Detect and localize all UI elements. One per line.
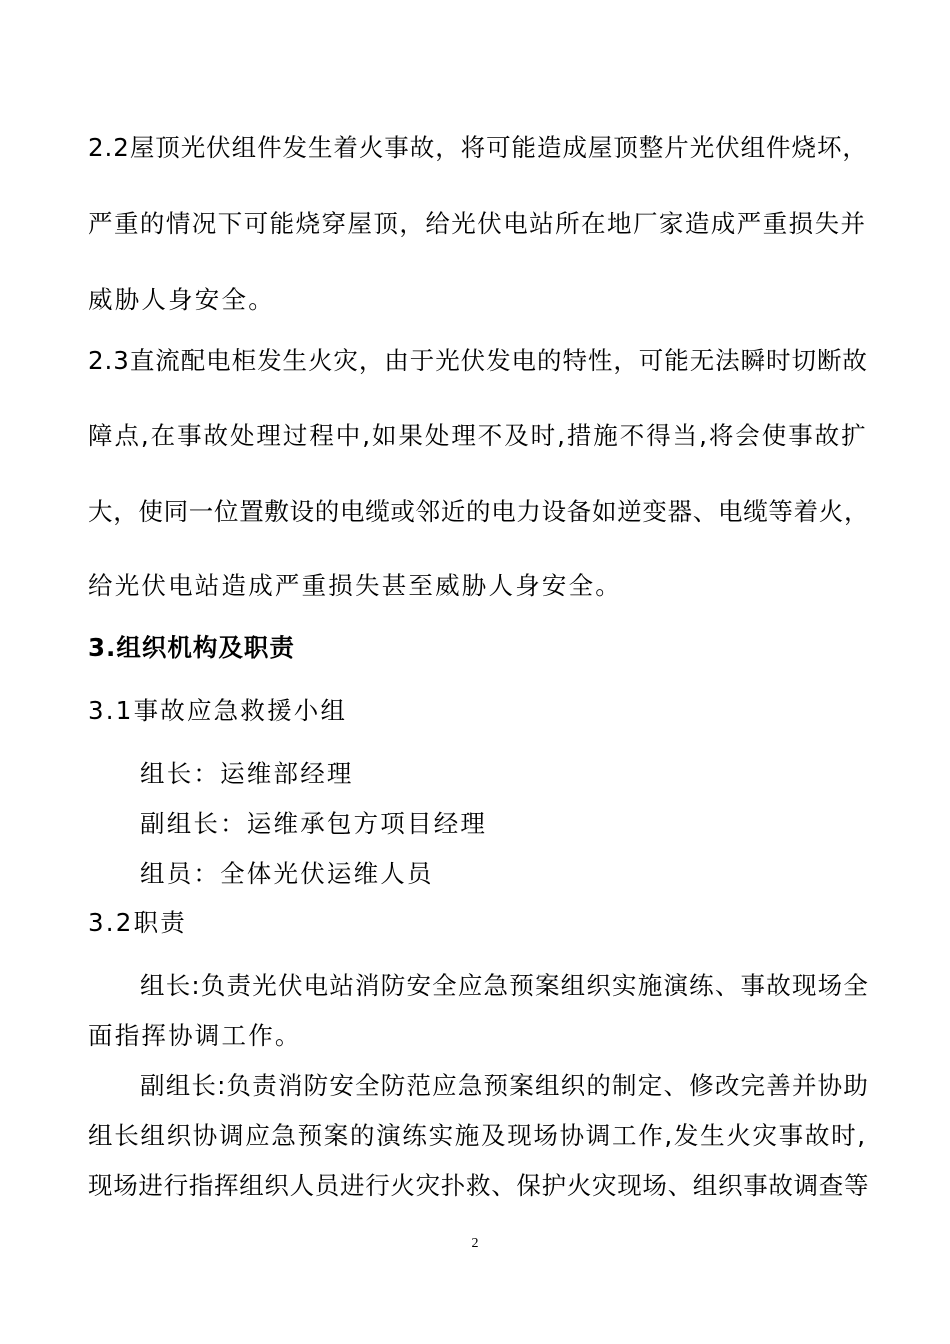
paragraph-line: 副组长:负责消防安全防范应急预案组织的制定、修改完善并协助 <box>140 1071 870 1100</box>
team-member-staff: 组员：全体光伏运维人员 <box>140 859 434 888</box>
paragraph-line: 严重的情况下可能烧穿屋顶，给光伏电站所在地厂家造成严重损失并 <box>88 209 867 238</box>
subsection-heading: 3.1事故应急救援小组 <box>88 696 348 725</box>
paragraph-line: 2.3直流配电柜发生火灾，由于光伏发电的特性，可能无法瞬时切断故 <box>88 346 868 375</box>
paragraph-line: 障点,在事故处理过程中,如果处理不及时,措施不得当,将会使事故扩 <box>88 421 868 450</box>
paragraph-line: 组长:负责光伏电站消防安全应急预案组织实施演练、事故现场全 <box>140 971 870 1000</box>
paragraph-line: 给光伏电站造成严重损失甚至威胁人身安全。 <box>88 571 622 600</box>
section-heading: 3.组织机构及职责 <box>88 633 295 662</box>
paragraph-line: 大，使同一位置敷设的电缆或邻近的电力设备如逆变器、电缆等着火， <box>88 497 870 526</box>
team-member-deputy: 副组长：运维承包方项目经理 <box>140 809 488 838</box>
team-member-leader: 组长：运维部经理 <box>140 759 354 788</box>
paragraph-line: 威胁人身安全。 <box>88 285 275 314</box>
subsection-heading: 3.2职责 <box>88 908 187 937</box>
paragraph-line: 2.2屋顶光伏组件发生着火事故，将可能造成屋顶整片光伏组件烧坏， <box>88 133 868 162</box>
paragraph-line: 组长组织协调应急预案的演练实施及现场协调工作,发生火灾事故时, <box>88 1121 867 1150</box>
paragraph-line: 现场进行指挥组织人员进行火灾扑救、保护火灾现场、组织事故调查等 <box>88 1171 870 1200</box>
paragraph-line: 面指挥协调工作。 <box>88 1021 302 1050</box>
page-number: 2 <box>471 1236 479 1251</box>
